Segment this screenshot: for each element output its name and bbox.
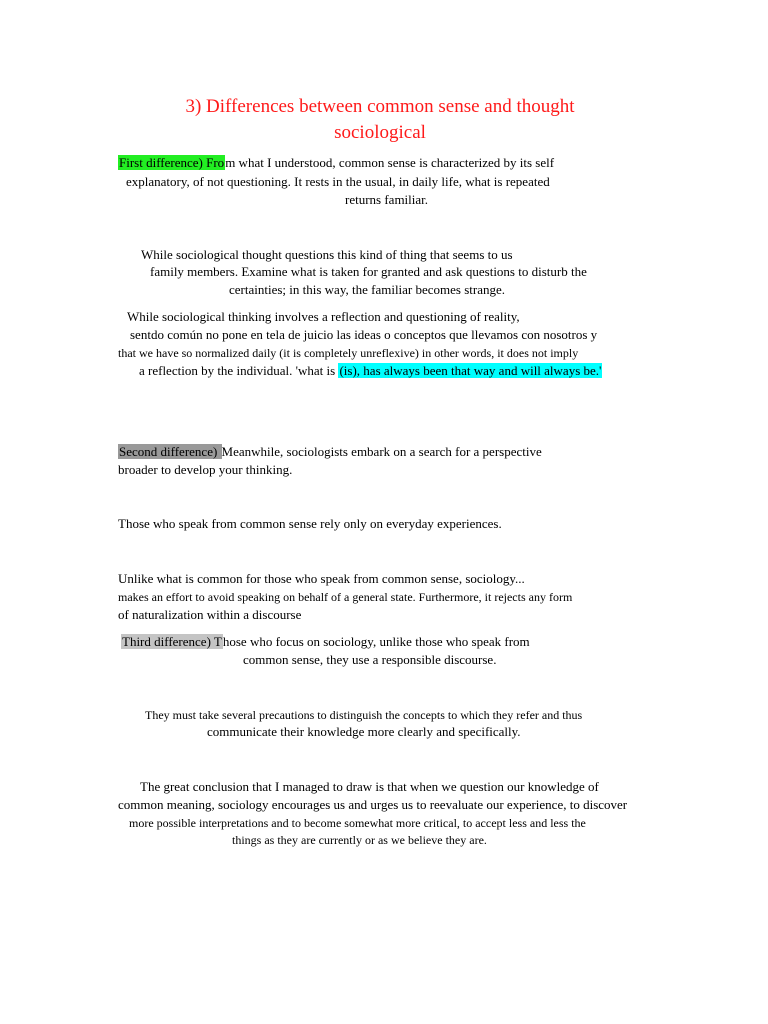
p4-line-1-text: Meanwhile, sociologists embark on a search for a perspective — [221, 444, 542, 459]
p9-line-2: common meaning, sociology encourages us and urges us to reevaluate our experience, to discover — [118, 797, 628, 812]
p9-line-1: The great conclusion that I managed to draw is that when we question our knowledge of — [140, 779, 599, 794]
p8-line-2: communicate their knowledge more clearly and specifically. — [207, 724, 521, 739]
p9-line-3: more possible interpretations and to become somewhat more critical, to accept less and less the — [129, 816, 586, 830]
p1-line-1-text: m what I understood, common sense is characterized by its self — [225, 155, 555, 170]
p4-line-2: broader to develop your thinking. — [118, 462, 293, 477]
p3-line-4 — [139, 362, 602, 380]
p6-line-2: makes an effort to avoid speaking on behalf of a general state. Furthermore, it rejects any form — [118, 590, 573, 604]
p3-line-3: that we have so normalized daily (it is completely unreflexive) in other words, it does not imply — [118, 346, 579, 360]
first-difference-highlight: First difference) Fro — [119, 155, 225, 170]
p6-line-3: of naturalization within a discourse — [118, 607, 302, 622]
p7-line-2: common sense, they use a responsible discourse. — [243, 652, 497, 667]
p1-line-3: returns familiar. — [345, 192, 429, 207]
p3-line-4-text: a reflection by the individual. 'what is — [139, 363, 339, 378]
p6-line-1: Unlike what is common for those who speak from common sense, sociology... — [118, 571, 525, 586]
second-difference-highlight: Second difference) — [119, 444, 221, 459]
p9-line-4: things as they are currently or as we believe they are. — [232, 833, 487, 847]
p1-line-1 — [118, 154, 554, 172]
p3-line-1: While sociological thinking involves a reflection and questioning of reality, — [127, 309, 520, 324]
p7-line-1 — [121, 633, 530, 651]
quote-highlight: (is), has always been that way and will always be.' — [339, 363, 602, 378]
p4-line-1 — [118, 443, 542, 461]
third-difference-highlight: Third difference) T — [122, 634, 222, 649]
title-line-1: 3) Differences between common sense and thought — [185, 96, 575, 117]
p2-line-1: While sociological thought questions this kind of thing that seems to us — [141, 247, 513, 262]
title-line-2: sociological — [334, 122, 426, 143]
p1-line-2: explanatory, of not questioning. It rests in the usual, in daily life, what is repeated — [126, 174, 550, 189]
p7-line-1-text: hose who focus on sociology, unlike those who speak from — [222, 634, 530, 649]
p8-line-1: They must take several precautions to distinguish the concepts to which they refer and thus — [145, 708, 583, 722]
p2-line-3: certainties; in this way, the familiar becomes strange. — [229, 282, 506, 297]
page-title — [120, 94, 640, 146]
p2-line-2: family members. Examine what is taken for granted and ask questions to disturb the — [150, 264, 587, 279]
p5-line-1: Those who speak from common sense rely only on everyday experiences. — [118, 516, 502, 531]
p3-line-2: sentdo común no pone en tela de juicio las ideas o conceptos que llevamos con nosotros y — [130, 327, 598, 342]
